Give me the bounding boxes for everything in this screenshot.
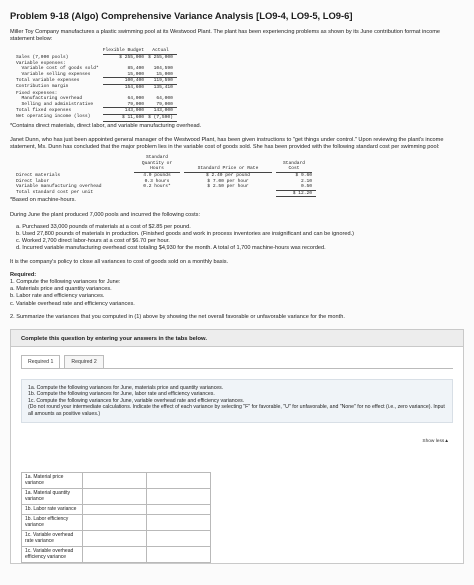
- std-quantity: 0.2 hours*: [143, 184, 171, 190]
- std-price: $ 2.40 per pound: [205, 172, 251, 178]
- cost-item: a. Purchased 33,000 pounds of materials at a cost of $2.85 per pound.: [16, 223, 191, 230]
- flexible-budget-value: 85,400: [127, 66, 145, 72]
- std-cost: 2.10: [300, 178, 312, 184]
- std-cost: $ 9.60: [295, 172, 312, 178]
- answer-row-label: 1a. Material quantity variance: [22, 488, 83, 504]
- std-qty-header-1: Standard: [145, 155, 169, 161]
- std-cost-header-2: Cost: [276, 166, 312, 173]
- variance-effect-select[interactable]: [147, 472, 211, 488]
- flexible-budget-value: 64,000: [127, 96, 145, 102]
- flexible-budget-value: $ 11,600: [103, 114, 148, 121]
- actual-value: 119,590: [148, 78, 177, 85]
- answer-row-label: 1b. Labor efficiency variance: [22, 514, 83, 530]
- std-cost: 0.50: [276, 184, 316, 190]
- flexible-budget-value: 143,000: [103, 108, 148, 115]
- tab-required-1[interactable]: Required 1: [21, 355, 60, 368]
- std-row-label: Direct materials: [16, 172, 61, 178]
- variance-amount-input[interactable]: [83, 488, 147, 504]
- actual-value: 15,000: [148, 72, 177, 78]
- answer-row-label: 1b. Labor rate variance: [22, 504, 83, 514]
- std-row-label: Total standard cost per unit: [16, 190, 94, 196]
- std-quantity: 4.0 pounds: [143, 172, 171, 178]
- income-row-label: Net operating income (loss): [16, 114, 91, 120]
- paragraph-june: During June the plant produced 7,000 pools and incurred the following costs:: [10, 211, 200, 218]
- actual-value: 143,000: [148, 108, 177, 115]
- income-statement-table: [16, 48, 177, 121]
- std-quantity: 0.3 hours: [144, 178, 170, 184]
- answer-row: [22, 488, 211, 504]
- problem-title: Problem 9-18 (Algo) Comprehensive Variance Analysis [LO9-4, LO9-5, LO9-6]: [10, 10, 353, 21]
- instructions-box: [21, 379, 453, 423]
- instruction-line: (Do not round your intermediate calculations. Indicate the effect of each variance by selecting "F" for favorable, "U" for unfavorable, and "None" for no effect (i.e., zero variance). Input all amounts as positive values.): [28, 404, 445, 417]
- income-row-label: Variable expenses:: [16, 60, 66, 66]
- answer-row: [22, 530, 211, 546]
- std-price: $ 2.50 per hour: [207, 184, 249, 190]
- std-cost-row: [16, 190, 316, 197]
- instruction-line: 1b. Compute the following variances for June, labor rate and efficiency variances.: [28, 391, 215, 398]
- variance-amount-input[interactable]: [83, 472, 147, 488]
- flexible-budget-value: 154,600: [124, 84, 145, 90]
- flexible-budget-value: 15,000: [103, 72, 148, 78]
- income-row-label: Total variable expenses: [16, 77, 80, 83]
- answer-row: [22, 504, 211, 514]
- policy-paragraph: It is the company's policy to close all variances to cost of goods sold on a monthly basis.: [10, 258, 229, 265]
- variance-effect-select[interactable]: [147, 546, 211, 562]
- std-price: [184, 190, 276, 197]
- variance-effect-select[interactable]: [147, 488, 211, 504]
- answer-row-label: 1a. Material price variance: [22, 472, 83, 488]
- variance-amount-input[interactable]: [83, 504, 147, 514]
- income-row-label: Variable selling expenses: [16, 71, 91, 77]
- std-cost-header-1: Standard: [282, 160, 306, 166]
- actual-value: 104,590: [153, 66, 173, 72]
- required-1-item: c. Variable overhead rate and efficiency variances.: [10, 300, 135, 307]
- answer-panel: [10, 329, 464, 564]
- variance-answer-table: [21, 472, 211, 563]
- std-price-header: Standard Price or Rate: [184, 166, 272, 173]
- paragraph-dunn: Janet Dunn, who has just been appointed general manager of the Westwood Plant, has been given instructions to "get things under control." Upon reviewing the plant's income statement, Ms. Dunn has concluded that the major problem lies in the variable cost of goods sold. She has been provided with the following standard cost per swimming pool:: [10, 136, 444, 150]
- flexible-budget-header: Flexible Budget: [103, 48, 148, 54]
- actual-value: $ (7,590): [148, 114, 177, 121]
- variance-amount-input[interactable]: [83, 514, 147, 530]
- required-2: 2. Summarize the variances that you computed in (1) above by showing the net overall favorable or unfavorable variance for the month.: [10, 313, 345, 320]
- cost-item: b. Used 27,800 pounds of materials in production. (Finished goods and work in process inventories are insignificant and can be ignored.): [16, 230, 354, 237]
- instruction-line: 1c. Compute the following variances for June, variable overhead rate and efficiency variances.: [28, 397, 245, 404]
- variance-effect-select[interactable]: [147, 514, 211, 530]
- standard-cost-table: [16, 155, 316, 197]
- income-row-label: Manufacturing overhead: [16, 96, 83, 102]
- answer-row-label: 1c. Variable overhead efficiency variance: [22, 546, 83, 562]
- income-row-label: Variable cost of goods sold*: [16, 66, 99, 72]
- variance-amount-input[interactable]: [83, 530, 147, 546]
- std-qty-header-3: Hours: [134, 166, 180, 173]
- income-row: [16, 114, 177, 121]
- required-section: [10, 272, 464, 321]
- required-1: 1. Compute the following variances for June:: [10, 278, 121, 285]
- required-1-item: a. Materials price and quantity variances.: [10, 286, 112, 293]
- std-price: $ 7.00 per hour: [207, 178, 249, 184]
- answer-row: [22, 514, 211, 530]
- std-row-label: Variable manufacturing overhead: [16, 184, 102, 190]
- income-row-label: Contribution margin: [16, 84, 69, 90]
- flexible-budget-value: 100,400: [103, 78, 148, 85]
- actual-header: Actual: [148, 48, 177, 54]
- std-quantity: [134, 190, 184, 197]
- income-row-label: Sales (7,000 pools): [16, 54, 69, 60]
- required-heading: Required:: [10, 271, 37, 278]
- instruction-line: 1a. Compute the following variances for June, materials price and quantity variances.: [28, 384, 224, 391]
- show-less-link[interactable]: Show less▲: [422, 438, 449, 444]
- flexible-budget-value: $ 255,000: [119, 55, 145, 60]
- income-row-label: Total fixed expenses: [16, 107, 72, 113]
- panel-heading: Complete this question by entering your answers in the tabs below.: [11, 330, 463, 347]
- variance-effect-select[interactable]: [147, 530, 211, 546]
- answer-row: [22, 472, 211, 488]
- cost-item: c. Worked 2,700 direct labor-hours at a cost of $6.70 per hour.: [16, 238, 170, 245]
- tab-bar: [11, 347, 463, 368]
- income-footnote: *Contains direct materials, direct labor, and variable manufacturing overhead.: [10, 122, 202, 129]
- std-qty-header-2: Quantity or: [141, 160, 173, 166]
- actual-value: 79,000: [148, 102, 177, 108]
- intro-paragraph: Miller Toy Company manufactures a plastic swimming pool at its Westwood Plant. The plant has been experiencing problems as shown by its June contribution format income statement below:: [10, 29, 440, 43]
- actual-value: 135,410: [153, 84, 173, 90]
- answer-row-label: 1c. Variable overhead rate variance: [22, 530, 83, 546]
- tab-divider: [21, 368, 453, 369]
- answer-row: [22, 546, 211, 562]
- variance-amount-input[interactable]: [83, 546, 147, 562]
- std-footnote: *Based on machine-hours.: [10, 197, 76, 204]
- actual-value: $ 255,000: [148, 55, 173, 60]
- std-cost: $ 12.20: [276, 190, 316, 197]
- std-row-label: Direct labor: [16, 178, 50, 184]
- tab-required-2[interactable]: Required 2: [64, 355, 103, 368]
- required-1-item: b. Labor rate and efficiency variances.: [10, 293, 105, 300]
- income-row-label: Selling and administrative: [16, 101, 94, 107]
- income-row-label: Fixed expenses:: [16, 90, 58, 96]
- cost-item: d. Incurred variable manufacturing overhead cost totaling $4,930 for the month. A total of 1,700 machine-hours was recorded.: [16, 245, 326, 252]
- flexible-budget-value: 79,000: [103, 102, 148, 108]
- variance-effect-select[interactable]: [147, 504, 211, 514]
- actual-value: 64,000: [156, 96, 173, 102]
- cost-list: [10, 224, 464, 253]
